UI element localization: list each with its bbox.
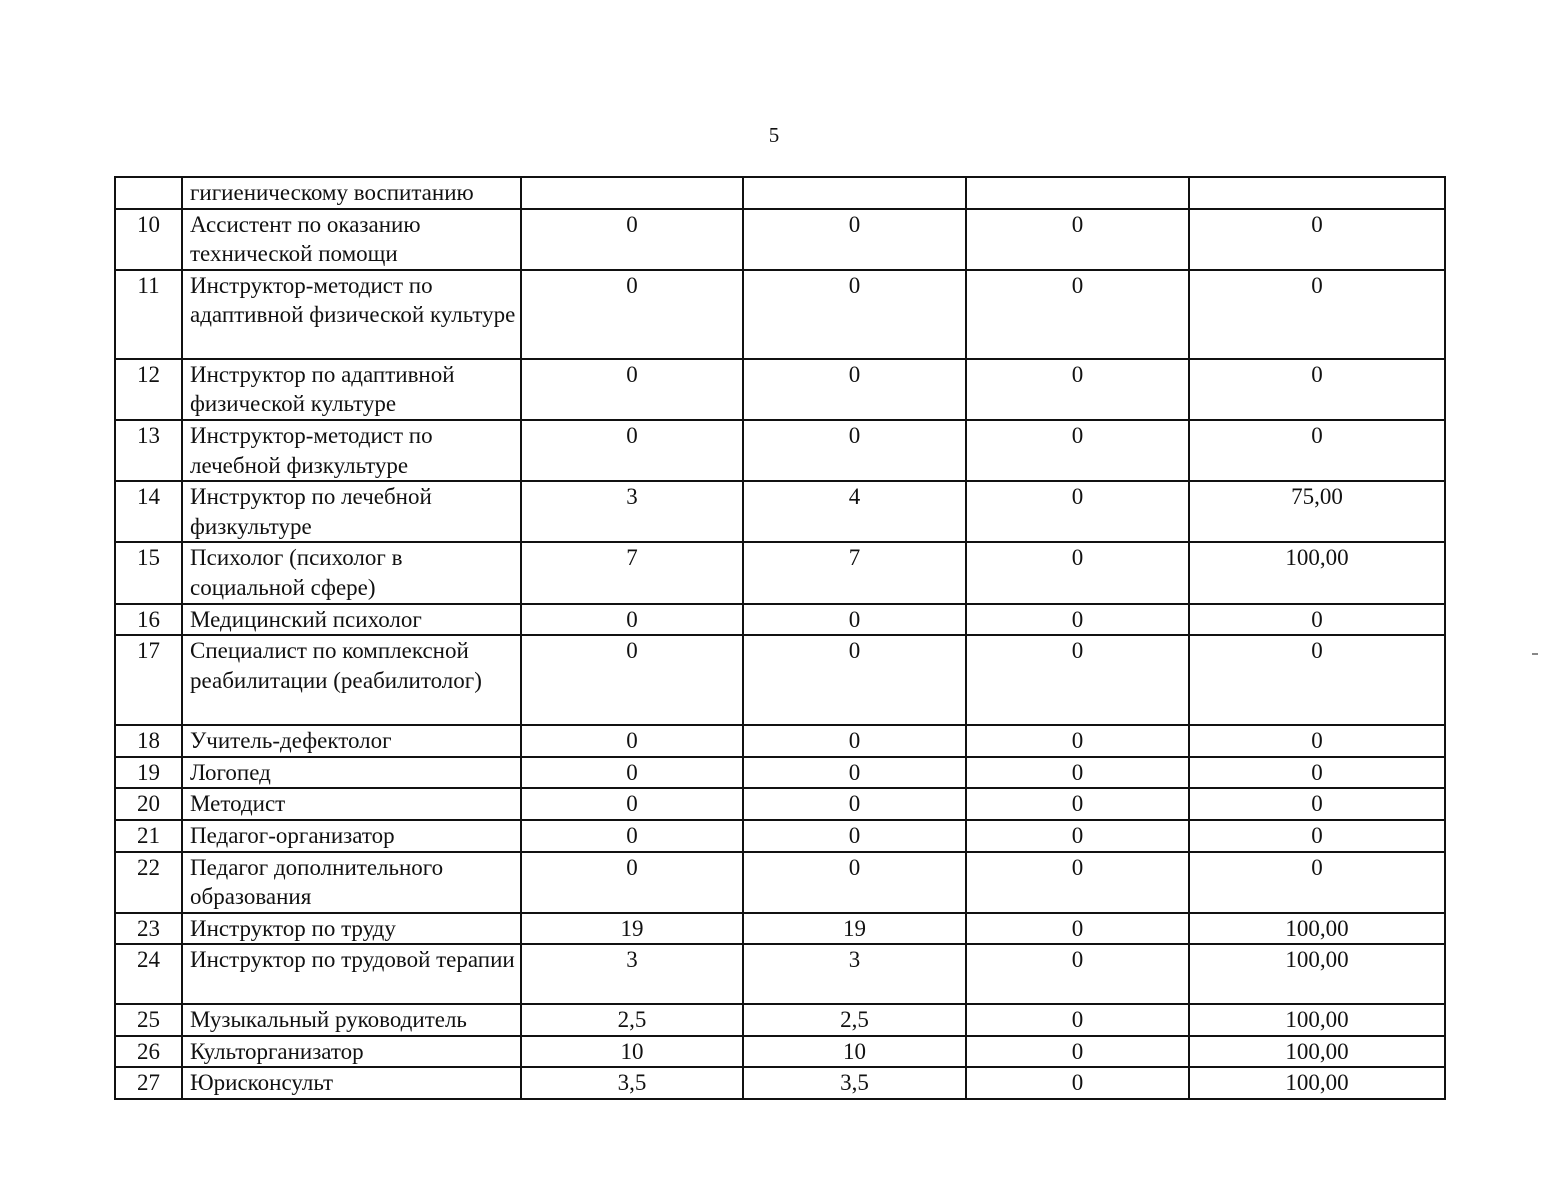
value-col-1: 3 [521, 481, 743, 542]
row-number: 25 [115, 1004, 182, 1036]
row-number: 15 [115, 542, 182, 603]
value-col-2: 0 [743, 420, 966, 481]
value-col-3: 0 [966, 944, 1189, 1004]
position-name: Юрисконсульт [182, 1067, 521, 1099]
value-col-4: 75,00 [1189, 481, 1445, 542]
value-col-4: 100,00 [1189, 1004, 1445, 1036]
value-col-3: 0 [966, 209, 1189, 270]
row-number: 23 [115, 913, 182, 945]
value-col-3 [966, 177, 1189, 209]
value-col-2: 0 [743, 788, 966, 820]
value-col-1: 0 [521, 420, 743, 481]
position-name: Инструктор по труду [182, 913, 521, 945]
position-name: Инструктор по трудовой терапии [182, 944, 521, 1004]
table-row [115, 209, 1445, 270]
value-col-4: 0 [1189, 635, 1445, 725]
value-col-2: 7 [743, 542, 966, 603]
value-col-3: 0 [966, 1004, 1189, 1036]
value-col-4: 100,00 [1189, 1067, 1445, 1099]
value-col-4: 0 [1189, 852, 1445, 913]
value-col-3: 0 [966, 1067, 1189, 1099]
value-col-2: 0 [743, 852, 966, 913]
row-number: 14 [115, 481, 182, 542]
table-row [115, 359, 1445, 420]
page-number: 5 [768, 123, 780, 147]
value-col-3: 0 [966, 481, 1189, 542]
value-col-3: 0 [966, 542, 1189, 603]
value-col-3: 0 [966, 604, 1189, 636]
value-col-3: 0 [966, 757, 1189, 789]
value-col-2: 0 [743, 209, 966, 270]
value-col-1: 0 [521, 359, 743, 420]
value-col-3: 0 [966, 725, 1189, 757]
value-col-1: 0 [521, 209, 743, 270]
row-number: 22 [115, 852, 182, 913]
row-number: 13 [115, 420, 182, 481]
value-col-4: 0 [1189, 420, 1445, 481]
row-number: 21 [115, 820, 182, 852]
position-name: Инструктор по лечебной физкультуре [182, 481, 521, 542]
staff-table [114, 176, 1446, 1100]
value-col-3: 0 [966, 1036, 1189, 1068]
position-name: Специалист по комплексной реабилитации (реабилитолог) [182, 635, 521, 725]
value-col-1: 0 [521, 757, 743, 789]
value-col-2 [743, 177, 966, 209]
value-col-4 [1189, 177, 1445, 209]
position-name: Педагог дополнительного образования [182, 852, 521, 913]
table-row [115, 852, 1445, 913]
value-col-2: 3,5 [743, 1067, 966, 1099]
value-col-4: 100,00 [1189, 542, 1445, 603]
value-col-3: 0 [966, 270, 1189, 359]
value-col-4: 0 [1189, 359, 1445, 420]
position-name: Инструктор-методист по адаптивной физической культуре [182, 270, 521, 359]
table-row [115, 270, 1445, 359]
value-col-2: 0 [743, 820, 966, 852]
value-col-4: 100,00 [1189, 1036, 1445, 1068]
row-number: 19 [115, 757, 182, 789]
position-name: Инструктор-методист по лечебной физкультуре [182, 420, 521, 481]
table-row [115, 542, 1445, 603]
value-col-1: 0 [521, 788, 743, 820]
value-col-1: 3,5 [521, 1067, 743, 1099]
table-row [115, 788, 1445, 820]
table-body [115, 177, 1445, 1099]
row-number: 20 [115, 788, 182, 820]
row-number [115, 177, 182, 209]
value-col-3: 0 [966, 820, 1189, 852]
value-col-4: 100,00 [1189, 913, 1445, 945]
table-row [115, 913, 1445, 945]
table-row [115, 1036, 1445, 1068]
row-number: 18 [115, 725, 182, 757]
value-col-2: 4 [743, 481, 966, 542]
value-col-2: 0 [743, 757, 966, 789]
row-number: 17 [115, 635, 182, 725]
value-col-2: 19 [743, 913, 966, 945]
position-name: Культорганизатор [182, 1036, 521, 1068]
value-col-3: 0 [966, 852, 1189, 913]
value-col-1: 7 [521, 542, 743, 603]
table-row [115, 481, 1445, 542]
table-row [115, 944, 1445, 1004]
table-row [115, 820, 1445, 852]
row-number: 26 [115, 1036, 182, 1068]
position-name: Инструктор по адаптивной физической культуре [182, 359, 521, 420]
table-row [115, 604, 1445, 636]
position-name: Логопед [182, 757, 521, 789]
value-col-4: 0 [1189, 209, 1445, 270]
value-col-4: 0 [1189, 820, 1445, 852]
value-col-2: 0 [743, 359, 966, 420]
position-name: Учитель-дефектолог [182, 725, 521, 757]
position-name: Ассистент по оказанию технической помощи [182, 209, 521, 270]
value-col-1: 10 [521, 1036, 743, 1068]
value-col-4: 0 [1189, 788, 1445, 820]
position-name: Психолог (психолог в социальной сфере) [182, 542, 521, 603]
table-row [115, 725, 1445, 757]
row-number: 16 [115, 604, 182, 636]
value-col-1: 0 [521, 820, 743, 852]
table-row [115, 1004, 1445, 1036]
value-col-2: 10 [743, 1036, 966, 1068]
position-name: Медицинский психолог [182, 604, 521, 636]
value-col-3: 0 [966, 788, 1189, 820]
value-col-1: 0 [521, 270, 743, 359]
row-number: 11 [115, 270, 182, 359]
value-col-1 [521, 177, 743, 209]
table-row [115, 1067, 1445, 1099]
position-name: гигиеническому воспитанию [182, 177, 521, 209]
value-col-3: 0 [966, 420, 1189, 481]
value-col-2: 2,5 [743, 1004, 966, 1036]
value-col-1: 3 [521, 944, 743, 1004]
value-col-2: 0 [743, 635, 966, 725]
value-col-1: 0 [521, 635, 743, 725]
value-col-2: 0 [743, 604, 966, 636]
value-col-4: 0 [1189, 757, 1445, 789]
position-name: Методист [182, 788, 521, 820]
position-name: Музыкальный руководитель [182, 1004, 521, 1036]
value-col-4: 0 [1189, 604, 1445, 636]
value-col-1: 0 [521, 852, 743, 913]
value-col-1: 19 [521, 913, 743, 945]
value-col-2: 0 [743, 270, 966, 359]
value-col-4: 100,00 [1189, 944, 1445, 1004]
value-col-4: 0 [1189, 270, 1445, 359]
value-col-3: 0 [966, 635, 1189, 725]
row-number: 27 [115, 1067, 182, 1099]
table-row [115, 177, 1445, 209]
table-row [115, 420, 1445, 481]
row-number: 12 [115, 359, 182, 420]
value-col-3: 0 [966, 913, 1189, 945]
value-col-1: 2,5 [521, 1004, 743, 1036]
value-col-1: 0 [521, 604, 743, 636]
scan-speck [1532, 653, 1538, 655]
value-col-1: 0 [521, 725, 743, 757]
table-row [115, 757, 1445, 789]
position-name: Педагог-организатор [182, 820, 521, 852]
value-col-2: 3 [743, 944, 966, 1004]
table-row [115, 635, 1445, 725]
value-col-3: 0 [966, 359, 1189, 420]
row-number: 10 [115, 209, 182, 270]
value-col-2: 0 [743, 725, 966, 757]
value-col-4: 0 [1189, 725, 1445, 757]
row-number: 24 [115, 944, 182, 1004]
